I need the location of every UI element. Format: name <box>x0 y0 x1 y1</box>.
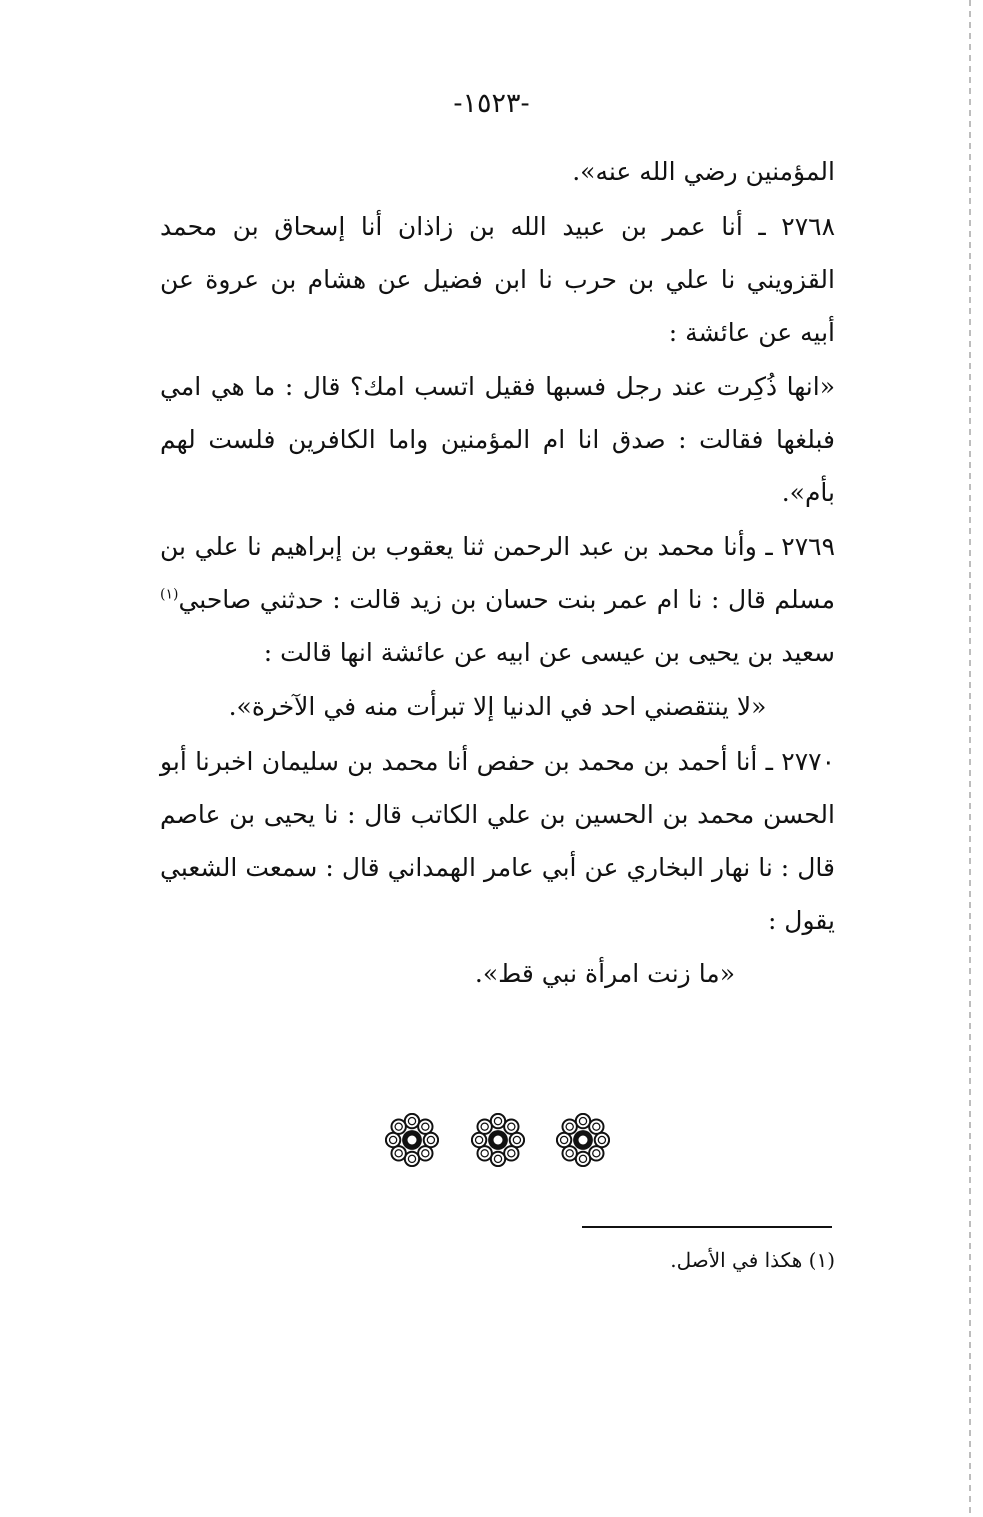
page-number: -١٥٢٣- <box>453 88 530 119</box>
ornament-divider <box>385 1110 610 1170</box>
footnote-divider <box>582 1226 832 1228</box>
quote-2768: «انها ذُكِرت عند رجل فسبها فقيل اتسب امك؟ قال : ما هي امي فبلغها فقالت : صدق انا ام المؤمنين واما الكافرين فلست لهم بأم». <box>160 372 835 507</box>
hadith-2770: ٢٧٧٠ ـ أنا أحمد بن محمد بن حفص أنا محمد بن سليمان اخبرنا أبو الحسن محمد بن الحسين بن علي الكاتب قال : نا يحيى بن عاصم قال : نا نهار البخاري عن أبي عامر الهمداني قال : سمعت الشعبي يقول : <box>160 747 835 935</box>
paragraph-1: المؤمنين رضي الله عنه». <box>572 157 835 186</box>
flower-ornament-icon <box>556 1113 610 1167</box>
hadith-2769 <box>160 520 835 679</box>
footnote-reference[interactable]: (١) <box>160 586 179 603</box>
flower-ornament-icon <box>385 1113 439 1167</box>
hadith-2769-text-cont: سعيد بن يحيى بن عيسى عن ابيه عن عائشة انها قالت : <box>263 638 835 667</box>
page-edge-line <box>969 0 971 1517</box>
footnote-text: هكذا في الأصل. <box>670 1248 803 1272</box>
footnote-marker: (١) <box>808 1248 835 1272</box>
quote-2770: «ما زنت امرأة نبي قط». <box>474 959 735 988</box>
quote-2769: «لا ينتقصني احد في الدنيا إلا تبرأت منه في الآخرة». <box>228 692 767 721</box>
hadith-2769-text: ٢٧٦٩ ـ وأنا محمد بن عبد الرحمن ثنا يعقوب بن إبراهيم نا علي بن مسلم قال : نا ام عمر بنت حسان بن زيد قالت : حدثني صاحبي <box>160 532 835 614</box>
hadith-2768: ٢٧٦٨ ـ أنا عمر بن عبيد الله بن زاذان أنا إسحاق بن محمد القزويني نا علي بن حرب نا ابن فضيل عن هشام بن عروة عن أبيه عن عائشة : <box>160 212 835 347</box>
footnote <box>580 1248 835 1272</box>
flower-ornament-icon <box>471 1113 525 1167</box>
